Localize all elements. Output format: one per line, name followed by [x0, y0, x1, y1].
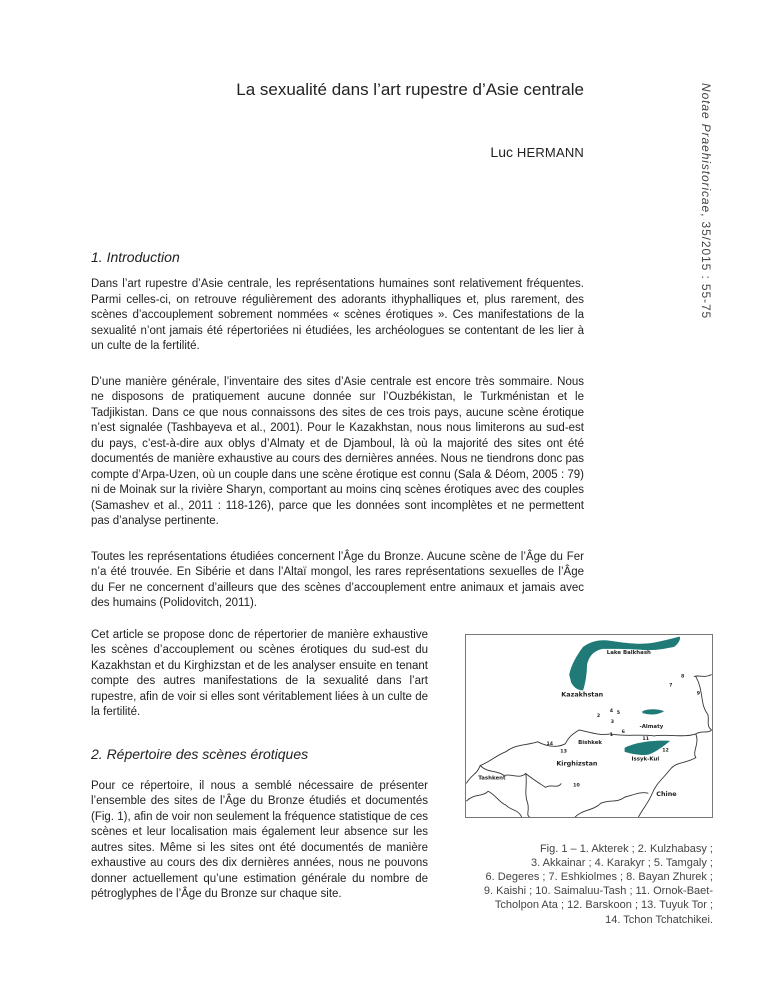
map-label-kazakhstan: Kazakhstan	[561, 689, 604, 698]
two-column-section	[91, 628, 713, 927]
site-number: 12	[662, 748, 669, 754]
site-number: 3	[610, 719, 615, 725]
author-first-name: Luc	[490, 144, 517, 160]
paragraph: Dans l’art rupestre d’Asie centrale, les représentations humaines sont relativement fréquentes. Parmi celles-ci, on retrouve régulièrement des adorants ithyphalliques et, plus rarement, des scènes d’accouplement sobrement nommées « scènes érotiques ». Ces manifestations de la sexualité n’ont jamais été répertoriées ni étudiées, les archéologues se contentant de les lier à un culte de la fertilité.	[91, 278, 584, 352]
figure-caption	[440, 842, 713, 927]
author	[490, 142, 584, 163]
journal-name: Notae Praehistoricae	[699, 83, 713, 214]
section-heading-repertoire: 2. Répertoire des scènes érotiques	[91, 745, 309, 762]
paragraph: Toutes les représentations étudiées concernent l’Âge du Bronze. Aucune scène de l’Âge du Fer n’a été trouvée. En Sibérie et dans l’Altaï mongol, les rares représentations sexuelles de l’Âge du Fer ne concernent d’ailleurs que des scènes d’accouplement entre animaux et jamais avec des humains (Polidovitch, 2011).	[91, 550, 584, 609]
article-body	[91, 248, 713, 927]
site-number: 14	[546, 741, 554, 747]
article-title: La sexualité dans l’art rupestre d’Asie centrale	[236, 80, 584, 99]
paragraph: D’une manière générale, l’inventaire des sites d’Asie centrale est encore très sommaire. Nous ne disposons de pratiquement aucune donnée sur l’Ouzbékistan, le Turkménistan et le Tadjikistan. Dans ce que nous connaissons des sites de ces trois pays, aucune scène érotique n’est signalée (Tashbayeva et al., 2001). Pour le Kazakhstan, nous nous limiterons au sud-est du pays, c’est-à-dire aux oblys d’Almaty et de Djamboul, là où la majorité des sites ont été documentés de manière exhaustive au cours des dernières années. Nous ne tiendrons donc pas compte d’Arpa-Uzen, où un couple dans une scène érotique est connu (Sala & Déom, 2005 : 79) ni de Moinak sur la rivière Sharyn, comportant au moins cinq scènes érotiques avec des couples (Samashev et al., 2011 : 118-126), parce que les données sont incomplètes et ne permettent pas d’analyse pertinente.	[91, 375, 584, 527]
paragraph: Cet article se propose donc de répertorier de manière exhaustive les scènes d’accouplement ou scènes érotiques du sud-est du Kazakhstan et du Kirghizstan et de les analyser ensuite en tenant compte des autres manifestations de la sexualité dans l’art rupestre, afin de voir si elles sont véritablement liées à un culte de la fertilité.	[91, 628, 428, 718]
map-label-lake: Lake Balkhash	[606, 649, 651, 656]
site-number: 10	[573, 782, 580, 788]
site-number: 7	[669, 682, 673, 688]
journal-issue: , 35/2015 : 55-75	[699, 213, 713, 320]
site-number: 13	[560, 749, 567, 755]
site-number: 4	[609, 708, 614, 714]
map-label-bishkek: Bishkek	[578, 739, 603, 746]
site-number: 8	[680, 674, 685, 680]
figure	[440, 628, 713, 927]
site-number: 6	[621, 729, 625, 735]
map-label-chine: Chine	[656, 789, 677, 798]
caption-line: 3. Akkainar ; 4. Karakyr ; 5. Tamgaly ;	[531, 856, 713, 869]
map-label-almaty: -Almaty	[639, 723, 664, 730]
lake-balkhash	[569, 636, 680, 690]
site-number: 1	[609, 732, 614, 738]
caption-line: 6. Degeres ; 7. Eshkiolmes ; 8. Bayan Zhurek ;	[485, 870, 713, 883]
site-number: 11	[642, 736, 650, 742]
caption-line: Tcholpon Ata ; 12. Barskoon ; 13. Tuyuk Tor ;	[494, 899, 713, 912]
caption-line: 9. Kaishi ; 10. Saimaluu-Tash ; 11. Ornok-Baet-	[483, 885, 713, 898]
lake-kapchagay	[642, 709, 664, 714]
figure-map	[465, 634, 713, 818]
site-number: 9	[696, 690, 701, 696]
author-last-name: HERMANN	[516, 145, 584, 160]
map-label-kirghizstan: Kirghizstan	[556, 759, 598, 768]
map-label-issyk-kul: Issyk-Kul	[631, 756, 660, 763]
site-number: 5	[616, 710, 620, 716]
map-label-tashkent: Tashkent	[478, 774, 506, 781]
section-heading-introduction: 1. Introduction	[91, 249, 180, 265]
left-column	[91, 628, 428, 903]
paragraph: Pour ce répertoire, il nous a semblé nécessaire de présenter l’ensemble des sites de l’Âge du Bronze étudiés et documentés (Fig. 1), afin de voir non seulement la fréquence statistique de ces scènes et leur localisation mais également leur absence sur les autres sites. Même si les sites ont été documentés de manière exhaustive au cours des dix dernières années, nous ne pouvons donner actuellement qu’une estimation générale du nombre de pétroglyphes de l’Âge du Bronze sur chaque site.	[91, 779, 428, 900]
caption-line: 14. Tchon Tchatchikei.	[605, 913, 713, 926]
site-number: 2	[596, 713, 601, 719]
caption-line: Fig. 1 – 1. Akterek ; 2. Kulzhabasy ;	[539, 842, 713, 855]
